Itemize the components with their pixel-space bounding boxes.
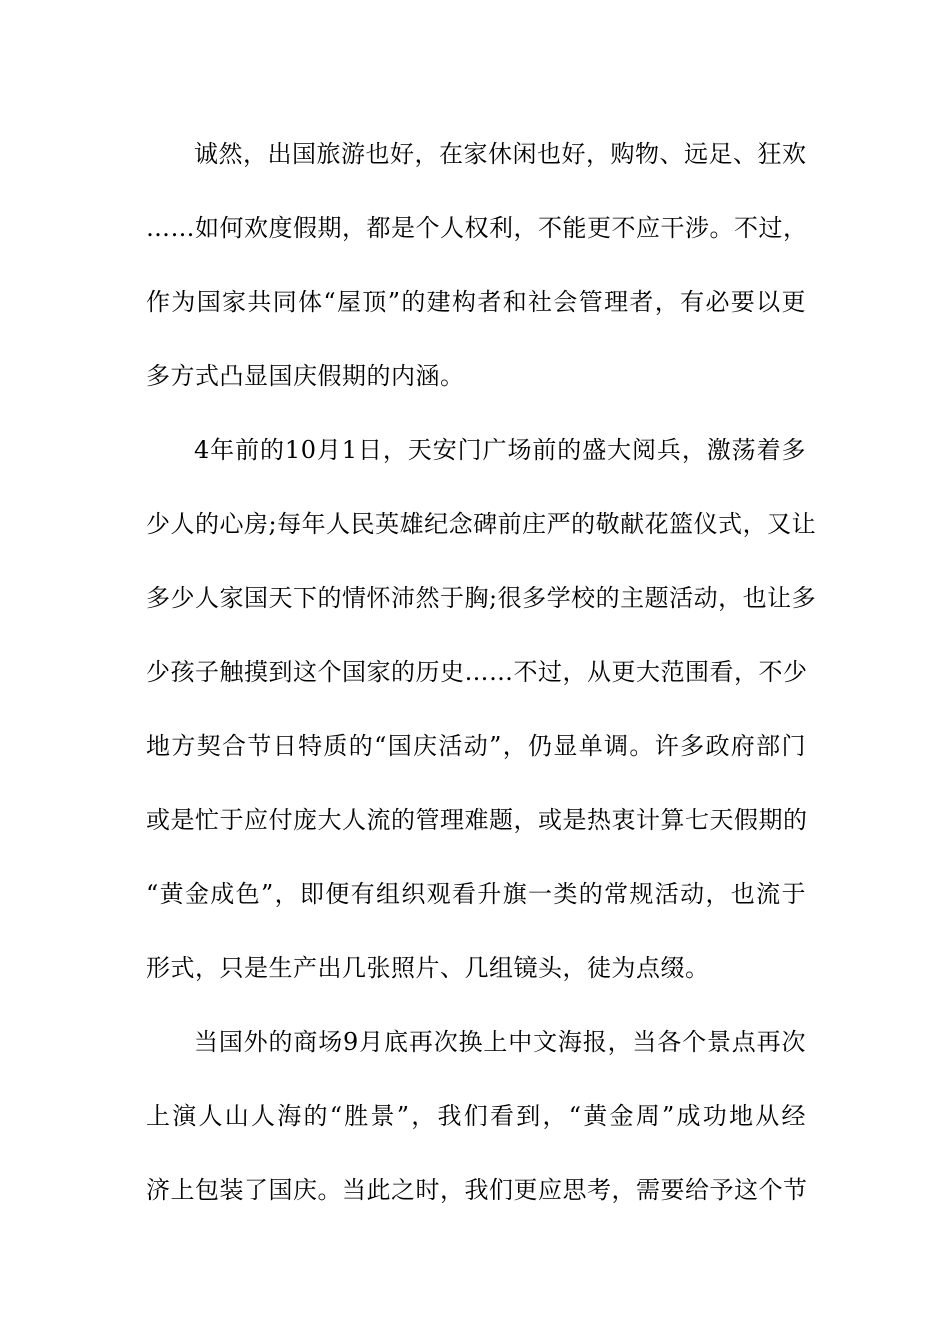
paragraph-2-line-6: 或是忙于应付庞大人流的管理难题，或是热衷计算七天假期的 (146, 806, 808, 834)
paragraph-1-line-1: 诚然，出国旅游也好，在家休闲也好，购物、远足、狂欢 (194, 140, 807, 168)
paragraph-2-line-1: 4年前的10月1日，天安门广场前的盛大阅兵，激荡着多 (194, 436, 806, 464)
paragraph-3-line-2: 上演人山人海的“胜景”，我们看到，“黄金周”成功地从经 (146, 1102, 806, 1130)
paragraph-2-line-8: 形式，只是生产出几张照片、几组镜头，徒为点缀。 (146, 954, 710, 982)
paragraph-2-line-5: 地方契合节日特质的“国庆活动”，仍显单调。许多政府部门 (146, 732, 806, 760)
paragraph-3-line-3: 济上包装了国庆。当此之时，我们更应思考，需要给予这个节 (146, 1176, 808, 1204)
paragraph-2-line-3: 多少人家国天下的情怀沛然于胸;很多学校的主题活动，也让多 (146, 584, 817, 612)
paragraph-1-line-3: 作为国家共同体“屋顶”的建构者和社会管理者，有必要以更 (146, 288, 806, 316)
paragraph-2-line-4: 少孩子触摸到这个国家的历史……不过，从更大范围看，不少 (146, 658, 808, 686)
paragraph-1-line-4: 多方式凸显国庆假期的内涵。 (146, 362, 465, 390)
paragraph-1-line-2: ……如何欢度假期，都是个人权利，不能更不应干涉。不过， (146, 214, 808, 242)
paragraph-2-line-7: “黄金成色”，即便有组织观看升旗一类的常规活动，也流于 (146, 880, 806, 908)
paragraph-2-line-2: 少人的心房;每年人民英雄纪念碑前庄严的敬献花篮仪式，又让 (146, 510, 817, 538)
paragraph-3-line-1: 当国外的商场9月底再次换上中文海报，当各个景点再次 (194, 1028, 806, 1056)
